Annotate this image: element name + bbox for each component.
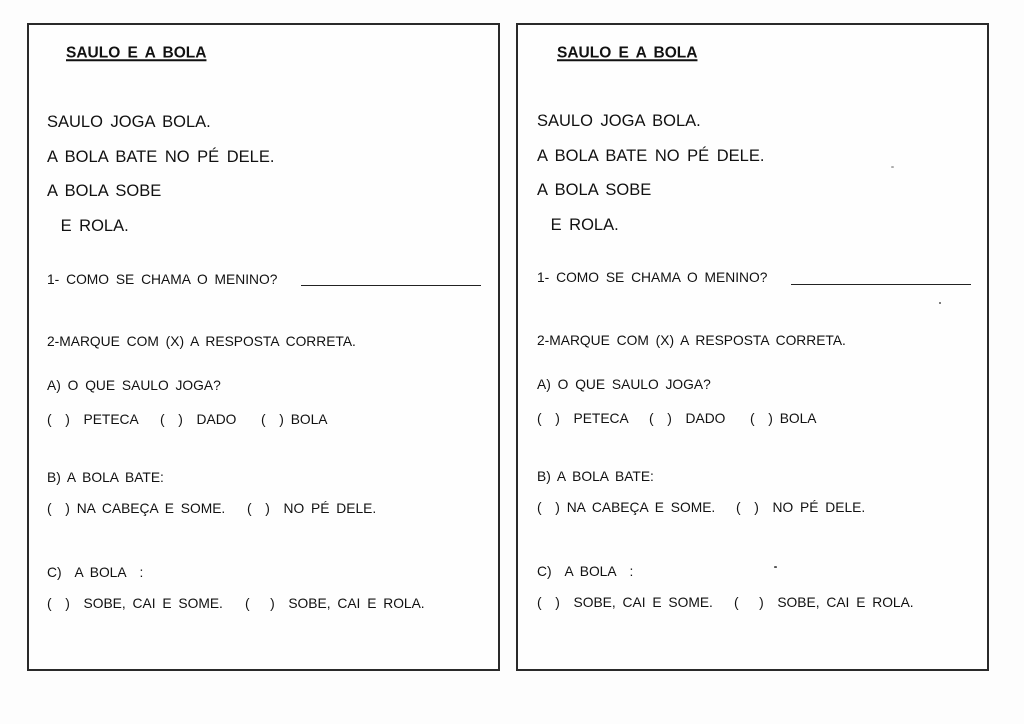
story-line-3: A BOLA SOBE: [47, 181, 162, 200]
item-c-option-rola[interactable]: ( ) SOBE, CAI E ROLA.: [734, 595, 914, 611]
item-a-prompt: A) O QUE SAULO JOGA?: [537, 377, 711, 393]
item-c-option-some[interactable]: ( ) SOBE, CAI E SOME.: [537, 595, 713, 611]
scan-speck: [939, 302, 941, 304]
scan-speck: [891, 166, 894, 168]
question-1-label: 1- COMO SE CHAMA O MENINO?: [537, 270, 768, 286]
item-a-option-peteca[interactable]: ( ) PETECA: [47, 412, 139, 428]
worksheet-right: [516, 23, 989, 671]
story-line-2: A BOLA BATE NO PÉ DELE.: [47, 147, 275, 166]
item-c-prompt: C) A BOLA :: [47, 565, 144, 581]
item-b-option-pe[interactable]: ( ) NO PÉ DELE.: [736, 500, 866, 516]
item-a-prompt: A) O QUE SAULO JOGA?: [47, 378, 221, 394]
item-a-option-dado[interactable]: ( ) DADO: [649, 411, 726, 427]
question-1-answer-line[interactable]: [301, 285, 481, 286]
item-b-option-cabeca[interactable]: ( ) NA CABEÇA E SOME.: [537, 500, 716, 516]
item-b-option-cabeca[interactable]: ( ) NA CABEÇA E SOME.: [47, 501, 226, 517]
story-line-3: A BOLA SOBE: [537, 180, 652, 199]
item-c-prompt: C) A BOLA :: [537, 564, 634, 580]
story-line-1: SAULO JOGA BOLA.: [47, 112, 211, 131]
question-1-label: 1- COMO SE CHAMA O MENINO?: [47, 272, 278, 288]
worksheet-left: [27, 23, 500, 671]
story-line-1: SAULO JOGA BOLA.: [537, 111, 701, 130]
item-b-prompt: B) A BOLA BATE:: [537, 469, 654, 485]
item-a-option-bola[interactable]: ( ) BOLA: [750, 411, 817, 427]
item-c-option-rola[interactable]: ( ) SOBE, CAI E ROLA.: [245, 596, 425, 612]
question-1-answer-line[interactable]: [791, 284, 971, 285]
item-b-option-pe[interactable]: ( ) NO PÉ DELE.: [247, 501, 377, 517]
story-line-4: E ROLA.: [543, 215, 619, 234]
item-a-option-bola[interactable]: ( ) BOLA: [261, 412, 328, 428]
story-line-2: A BOLA BATE NO PÉ DELE.: [537, 146, 765, 165]
item-b-prompt: B) A BOLA BATE:: [47, 470, 164, 486]
question-2-instruction: 2-MARQUE COM (X) A RESPOSTA CORRETA.: [537, 333, 846, 349]
question-2-instruction: 2-MARQUE COM (X) A RESPOSTA CORRETA.: [47, 334, 356, 350]
story-line-4: E ROLA.: [53, 216, 129, 235]
worksheet-title: SAULO E A BOLA: [66, 44, 207, 62]
item-a-option-dado[interactable]: ( ) DADO: [160, 412, 237, 428]
item-a-option-peteca[interactable]: ( ) PETECA: [537, 411, 629, 427]
scan-speck: [774, 566, 777, 568]
worksheet-title: SAULO E A BOLA: [557, 44, 698, 62]
item-c-option-some[interactable]: ( ) SOBE, CAI E SOME.: [47, 596, 223, 612]
